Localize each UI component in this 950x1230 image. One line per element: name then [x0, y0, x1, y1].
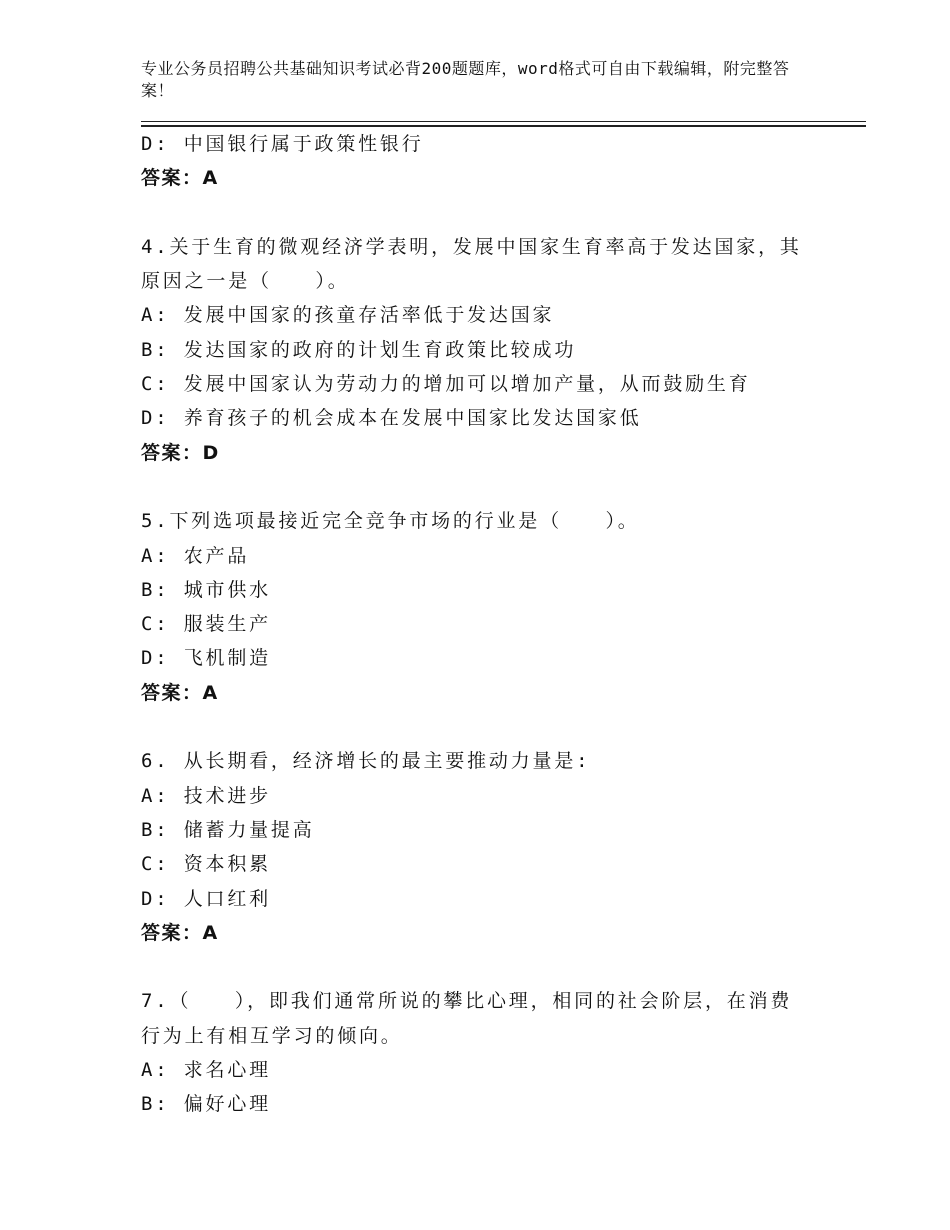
- spacer: [141, 710, 821, 744]
- question-block-7: [141, 984, 821, 1121]
- option-c: C: 资本积累: [141, 853, 271, 876]
- option-b: B: 发达国家的政府的计划生育政策比较成功: [141, 338, 577, 361]
- question-text: 6. 从长期看，经济增长的最主要推动力量是:: [141, 750, 591, 773]
- answer-line: 答案：A: [141, 167, 219, 190]
- option-a: A: 发展中国家的孩童存活率低于发达国家: [141, 304, 555, 327]
- question-text-continued: 行为上有相互学习的倾向。: [141, 1024, 403, 1047]
- question-block-4: [141, 230, 821, 470]
- option-d: D: 人口红利: [141, 887, 271, 910]
- question-block-3: [141, 127, 821, 196]
- question-text-continued: 原因之一是（ ）。: [141, 270, 350, 293]
- option-d: D: 养育孩子的机会成本在发展中国家比发达国家低: [141, 407, 642, 430]
- option-d: D: 飞机制造: [141, 647, 271, 670]
- question-text: 7.（ ），即我们通常所说的攀比心理，相同的社会阶层，在消费: [141, 990, 793, 1013]
- option-c: C: 发展中国家认为劳动力的增加可以增加产量，从而鼓励生育: [141, 373, 751, 396]
- spacer: [141, 196, 821, 230]
- option-a: A: 农产品: [141, 544, 250, 567]
- question-text: 4.关于生育的微观经济学表明，发展中国家生育率高于发达国家，其: [141, 235, 802, 258]
- question-text: 5.下列选项最接近完全竞争市场的行业是（ ）。: [141, 510, 640, 533]
- question-block-5: [141, 504, 821, 710]
- option-b: B: 城市供水: [141, 578, 271, 601]
- option-b: B: 储蓄力量提高: [141, 818, 315, 841]
- spacer: [141, 470, 821, 504]
- answer-line: 答案：A: [141, 921, 219, 944]
- option-d: D: 中国银行属于政策性银行: [141, 133, 424, 155]
- option-a: A: 求名心理: [141, 1059, 271, 1082]
- page-header: 专业公务员招聘公共基础知识考试必背200题题库，word格式可自由下载编辑，附完整答案！: [141, 59, 790, 100]
- question-block-6: [141, 744, 821, 950]
- answer-line: 答案：A: [141, 681, 219, 704]
- option-b: B: 偏好心理: [141, 1093, 271, 1116]
- option-c: C: 服装生产: [141, 613, 271, 636]
- question-content: [141, 127, 821, 1122]
- spacer: [141, 950, 821, 984]
- option-a: A: 技术进步: [141, 784, 271, 807]
- header-divider-thin: [141, 121, 866, 122]
- answer-line: 答案：D: [141, 441, 220, 464]
